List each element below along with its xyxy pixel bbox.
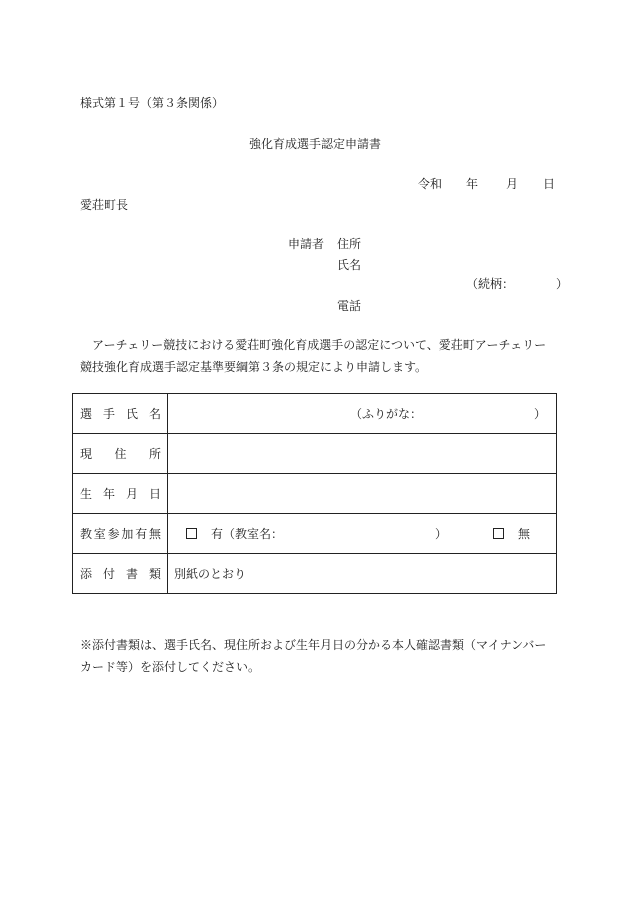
class-yes-label: 有（教室名： <box>211 527 284 541</box>
body-text: アーチェリー競技における愛荘町強化育成選手の認定について、愛荘町アーチェリー競技強化育成選手認定基準要綱第３条の規定により申請します。 <box>80 338 547 374</box>
attachments-field <box>168 554 557 594</box>
phone-label: 電話 <box>337 299 362 313</box>
year-label: 年 <box>466 177 479 191</box>
athlete-name-label-cell <box>73 394 168 434</box>
label-char: 選 <box>80 407 93 421</box>
attachment-note: ※添付書類は、選手氏名、現住所および生年月日の分かる本人確認書類（マイナンバーカード等）を添付してください。 <box>80 638 547 674</box>
table-row <box>73 554 557 594</box>
class-no-label: 無 <box>518 527 531 541</box>
name-label: 氏名 <box>337 258 362 272</box>
info-table <box>72 393 557 594</box>
label-char: 現 <box>80 447 93 461</box>
address-label: 住所 <box>337 237 362 251</box>
label-char: 有 <box>135 527 148 541</box>
address-label-cell <box>73 434 168 474</box>
class-yes-close: ） <box>435 527 448 541</box>
table-row <box>73 474 557 514</box>
table-row <box>73 434 557 474</box>
class-name-field[interactable] <box>283 527 435 541</box>
document-title: 強化育成選手認定申請書 <box>248 137 381 151</box>
label-char: 所 <box>148 447 161 461</box>
label-char: 氏 <box>125 407 138 421</box>
label-char: 生 <box>80 487 93 501</box>
furigana-label: （ふりがな： <box>350 407 423 421</box>
address-field[interactable] <box>168 434 557 474</box>
relationship-label: （続柄： ） <box>466 277 569 291</box>
label-char: 室 <box>93 527 106 541</box>
class-yes-checkbox[interactable] <box>186 528 197 539</box>
birthdate-label-cell <box>73 474 168 514</box>
date-line <box>418 176 555 192</box>
birthdate-field[interactable] <box>168 474 557 514</box>
class-participation-label-cell <box>73 514 168 554</box>
form-number: 様式第１号（第３条関係） <box>80 96 225 110</box>
label-char: 住 <box>114 447 127 461</box>
furigana-close: ） <box>533 407 546 421</box>
era-label: 令和 <box>418 177 443 191</box>
month-label: 月 <box>506 177 519 191</box>
label-char: 参 <box>107 527 120 541</box>
applicant-label: 申請者 <box>288 237 325 251</box>
class-no-checkbox[interactable] <box>493 528 504 539</box>
addressee: 愛荘町長 <box>80 198 129 212</box>
label-char: 類 <box>148 567 161 581</box>
class-participation-field <box>168 514 557 554</box>
label-char: 加 <box>121 527 134 541</box>
label-char: 年 <box>102 487 115 501</box>
attachments-label-cell <box>73 554 168 594</box>
label-char: 無 <box>148 527 161 541</box>
label-char: 書 <box>125 567 138 581</box>
label-char: 添 <box>80 567 93 581</box>
label-char: 教 <box>80 527 93 541</box>
table-row <box>73 394 557 434</box>
day-label: 日 <box>543 177 556 191</box>
label-char: 日 <box>148 487 161 501</box>
label-char: 名 <box>148 407 161 421</box>
label-char: 付 <box>102 567 115 581</box>
table-row <box>73 514 557 554</box>
label-char: 月 <box>125 487 138 501</box>
athlete-name-field[interactable] <box>168 394 557 434</box>
attachments-value: 別紙のとおり <box>174 567 247 581</box>
label-char: 手 <box>102 407 115 421</box>
